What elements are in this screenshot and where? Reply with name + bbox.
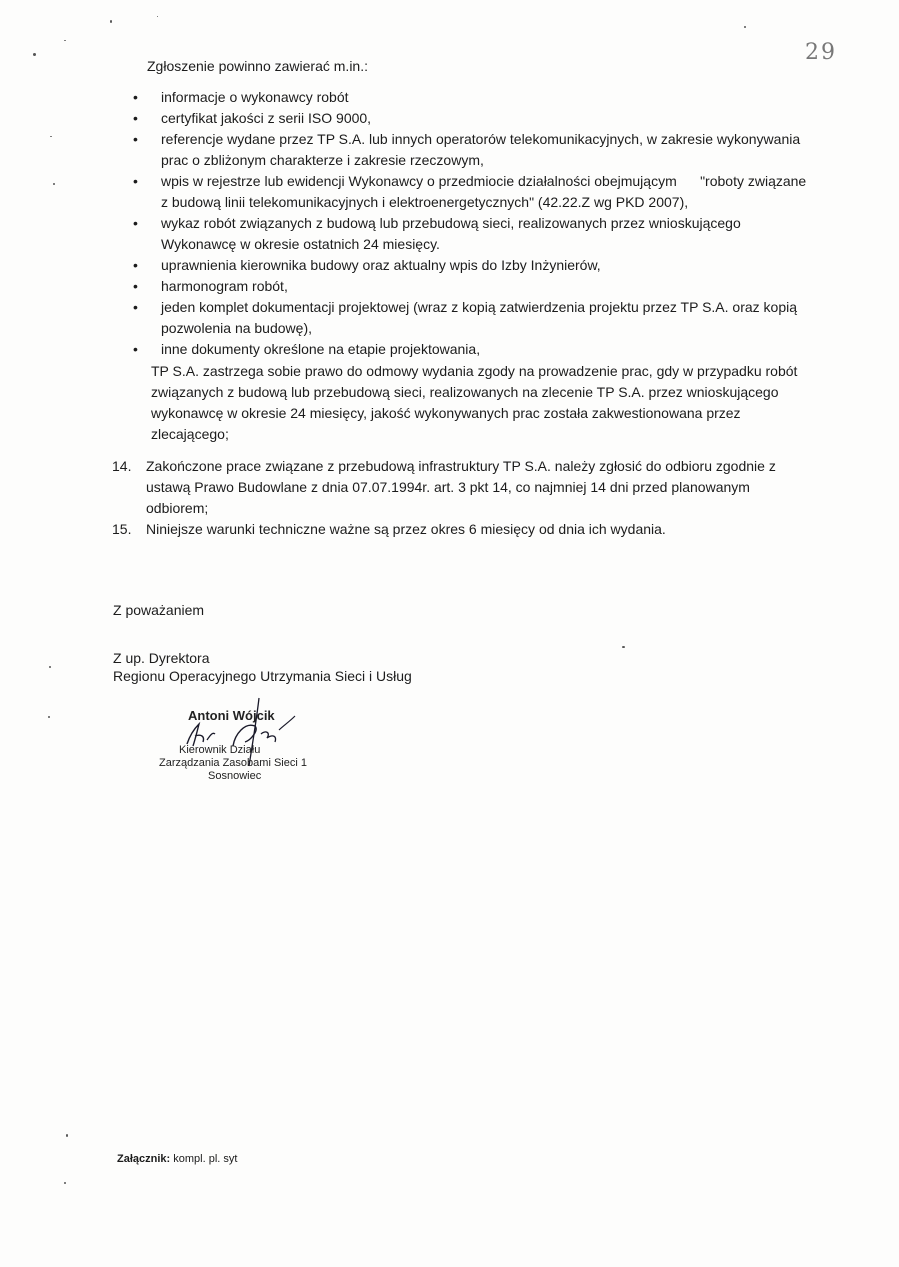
closing-salutation: Z poważaniem — [113, 602, 205, 618]
attachment-line — [117, 1153, 237, 1165]
bullet-icon: • — [133, 173, 138, 189]
scan-speck — [110, 20, 112, 23]
scan-speck — [48, 716, 50, 718]
scan-speck — [622, 646, 625, 648]
list-item: • harmonogram robót, — [130, 276, 810, 297]
on-behalf-block — [113, 649, 412, 685]
item-text: Niniejsze warunki techniczne ważne są przez okres 6 miesięcy od dnia ich wydania. — [146, 521, 666, 537]
scan-speck — [157, 16, 158, 17]
reservation-paragraph: TP S.A. zastrzega sobie prawo do odmowy wydania zgody na prowadzenie prac, gdy w przypadku robót związanych z budową lub przebudową sieci, realizowanych na zlecenie TP S.A. przez wnioskującego wykonawcę w okresie 24 miesięcy, jakość wykonywanych prac została zakwestionowana przez zlecającego; — [151, 363, 798, 442]
page-number: 29 — [805, 40, 837, 65]
bullet-icon: • — [133, 299, 138, 315]
bullet-icon: • — [133, 110, 138, 126]
bullet-icon: • — [133, 257, 138, 273]
bullet-icon: • — [133, 341, 138, 357]
scan-speck — [53, 183, 55, 185]
signatory-unit: Zarządzania Zasobami Sieci 1 — [159, 757, 307, 769]
item-number: 15. — [112, 521, 132, 537]
signature-stamp — [155, 696, 355, 791]
scan-speck — [49, 666, 51, 668]
signatory-title: Kierownik Działu — [179, 744, 261, 756]
list-item: • referencje wydane przez TP S.A. lub innych operatorów telekomunikacyjnych, w zakresie wykonywania prac o zbliżonym charakterze i zakresie rzeczowym, — [133, 131, 801, 168]
item-number: 14. — [112, 458, 132, 474]
scan-speck — [64, 40, 66, 41]
numbered-item-15 — [112, 519, 812, 540]
bullet-icon: • — [133, 131, 138, 147]
list-item: • informacje o wykonawcy robót — [130, 87, 810, 108]
list-item: • inne dokumenty określone na etapie projektowania, — [130, 339, 810, 360]
department-line: Regionu Operacyjnego Utrzymania Sieci i Usług — [113, 668, 412, 684]
scan-speck — [33, 53, 36, 56]
signatory-city: Sosnowiec — [208, 770, 262, 782]
list-item: • certyfikat jakości z serii ISO 9000, — [130, 108, 810, 129]
scan-speck — [66, 1134, 68, 1137]
list-item: • wykaz robót związanych z budową lub przebudową sieci, realizowanych przez wnioskującego Wykonawcę w okresie ostatnich 24 miesięcy. — [133, 215, 741, 252]
list-item: • wpis w rejestrze lub ewidencji Wykonawcy o przedmiocie działalności obejmującym "roboty związane z budową linii telekomunikacyjnych i elektroenergetycznych" (42.22.Z wg PKD 2007), — [133, 173, 807, 210]
list-item: • jeden komplet dokumentacji projektowej (wraz z kopią zatwierdzenia projektu przez TP S.A. oraz kopią pozwolenia na budowę), — [133, 299, 798, 336]
item-text: Zakończone prace związane z przebudową infrastruktury TP S.A. należy zgłosić do odbioru zgodnie z ustawą Prawo Budowlane z dnia 07.07.1994r. art. 3 pkt 14, co najmniej 14 dni przed planowanym odbiorem; — [146, 458, 776, 516]
signatory-name: Antoni Wójcik — [188, 708, 275, 723]
bullet-icon: • — [133, 278, 138, 294]
attachment-value: kompl. pl. syt — [173, 1153, 238, 1165]
intro-text: Zgłoszenie powinno zawierać m.in.: — [147, 58, 368, 74]
scan-speck — [50, 136, 52, 137]
scan-speck — [64, 1182, 66, 1184]
on-behalf-line: Z up. Dyrektora — [113, 650, 210, 666]
scan-speck — [744, 26, 746, 28]
list-item: • uprawnienia kierownika budowy oraz aktualny wpis do Izby Inżynierów, — [130, 255, 810, 276]
numbered-list — [112, 456, 812, 540]
attachment-label: Załącznik: — [117, 1153, 171, 1165]
bullet-icon: • — [133, 89, 138, 105]
numbered-item-14 — [112, 456, 812, 519]
requirements-list — [130, 87, 810, 360]
bullet-icon: • — [133, 215, 138, 231]
